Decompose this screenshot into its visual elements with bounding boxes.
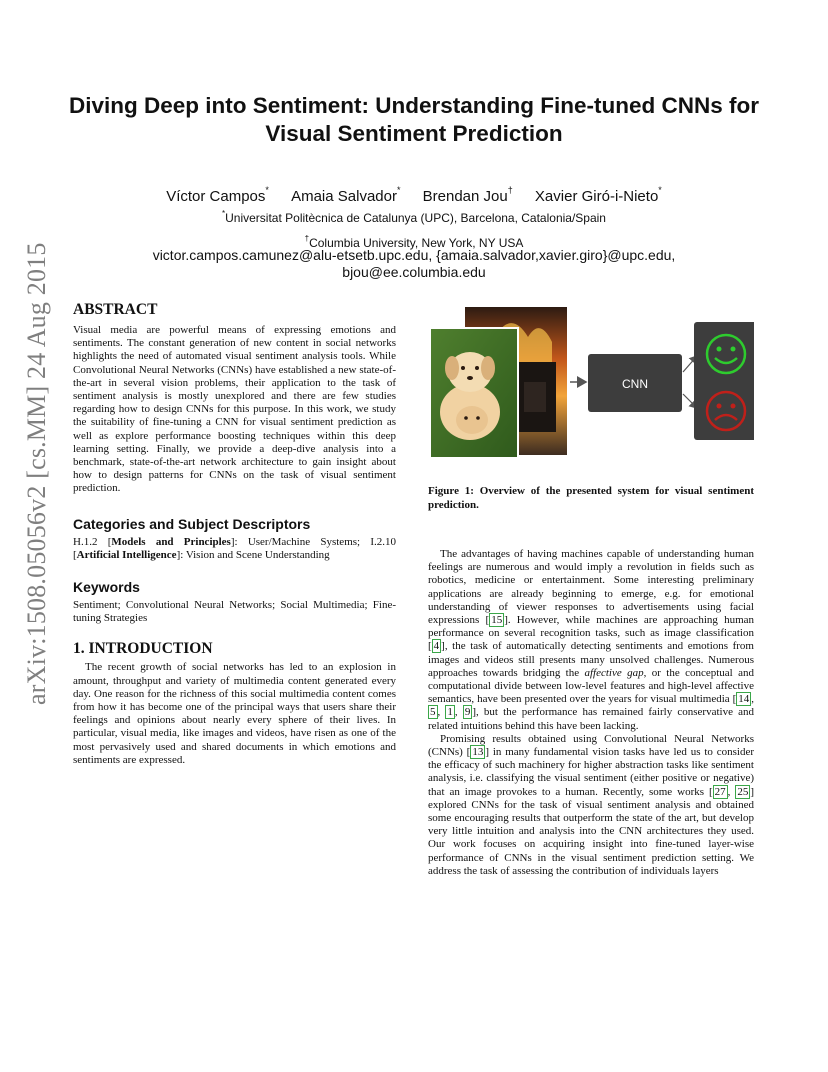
- citation-link[interactable]: 15: [491, 614, 503, 627]
- author: Xavier Giró-i-Nieto*: [534, 185, 662, 205]
- output-box: [694, 322, 754, 440]
- keywords-heading: Keywords: [73, 579, 140, 596]
- author-list: [60, 180, 768, 207]
- system-overview-diagram: [428, 302, 754, 472]
- front-image-puppies: [430, 328, 518, 458]
- citation-link[interactable]: 5: [430, 706, 436, 719]
- figure-1-caption: Figure 1: Overview of the presented system for visual sentiment prediction.: [428, 485, 754, 511]
- intro-paragraph-3: Promising results obtained using Convolutional Neural Networks (CNNs) [ 13 ] in many fundamental vision tasks have led us to consider the efficacy of such machinery for higher abstraction tasks like sentiment analysis, i.e. classifying the visual sentiment (either positive or negative) that an image provokes to a human. Recently, some works [ 27 , 25 ] explored CNNs for the task of visual sentiment analysis and obtained some encouraging results that outperform the state of the art, but develop very little intuition and analysis into the CNN architectures they used. Our work focuses on acquiring insight into fine-tuned layer-wise performance of CNNs in the visual sentiment prediction setting. We address the task of assessing the contribution of individuals layers: [428, 732, 755, 877]
- author: Amaia Salvador*: [291, 185, 401, 205]
- categories-text: H.1.2 [Models and Principles]: User/Machine Systems; I.2.10 [Artificial Intelligence]: Vision and Scene Understanding: [73, 535, 396, 561]
- introduction-heading: 1. INTRODUCTION: [73, 640, 213, 658]
- categories-heading: Categories and Subject Descriptors: [73, 515, 311, 532]
- citation-link[interactable]: 1: [447, 706, 453, 719]
- citation-link[interactable]: 27: [714, 785, 726, 798]
- author: Brendan Jou†: [422, 185, 513, 205]
- citation-link[interactable]: 13: [472, 746, 484, 759]
- citation-link[interactable]: 9: [464, 706, 471, 719]
- cnn-label: CNN: [622, 377, 648, 391]
- figure-1: [428, 302, 754, 472]
- right-column: [428, 548, 754, 878]
- arxiv-identifier: arXiv:1508.05056v2 [cs.MM] 24 Aug 2015: [22, 242, 51, 705]
- author: Víctor Campos*: [166, 185, 269, 205]
- author-emails: [60, 247, 768, 281]
- keywords-text: Sentiment; Convolutional Neural Networks; Social Multimedia; Fine-tuning Strategies: [73, 599, 396, 625]
- affiliation-columbia: †Columbia University, New York, NY USA: [304, 234, 524, 250]
- intro-paragraph-2: The advantages of having machines capable of understanding human feelings are numerous and would imply a revolution in fields such as robotics, medicine or entertainment. Some interesting preliminary applications are already beginning to emerge, e.g. for emotional understanding of viewer responses to advertisements using facial expressions [ 15 ]. However, while machines are approaching human performance on several recognition tasks, such as image classification [ 4 ], the task of automatically detecting sentiments and emotions from images and videos still presents many unsolved challenges. Numerous approaches towards bridging the affective gap, or the conceptual and computational divide between low-level features and high-level affective semantics, have been presented over the years for visual multimedia [ 14 , 5 , 1 , 9 ], but the performance has remained fairly conservative and related intuitions behind this have been lacking.: [428, 548, 755, 732]
- citation-link[interactable]: 25: [737, 785, 749, 798]
- abstract-heading: ABSTRACT: [73, 301, 158, 318]
- intro-paragraph-1: The recent growth of social networks has led to an explosion in amount, throughput and variety of multimedia content generated every day. One reason for the richness of this social multimedia content comes from how it has become one of the principal ways that users share their feelings and opinions about nearly every sphere of their lives. In particular, visual media, like images and videos, have risen as one of the most pervasively used and shared documents in which emotions and sentiments are expressed.: [73, 661, 396, 766]
- citation-link[interactable]: 14: [738, 693, 750, 706]
- left-column: [73, 300, 396, 767]
- abstract-text: Visual media are powerful means of expressing emotions and sentiments. The constant generation of new content in social networks highlights the need of automated visual sentiment analysis tools. While Convolutional Neural Networks (CNNs) have established a new state-of-the-art in several vision problems, their application to the task of sentiment analysis is mostly unexplored and there are few studies regarding how to design CNNs for this purpose. In this work, we study the suitability of fine-tuning a CNN for visual sentiment prediction as well as explore performance boosting techniques within this deep learning setting. Finally, we provide a deep-dive analysis into a benchmark, state-of-the-art network architecture to gain insight about how to design patterns for CNNs on the task of visual sentiment prediction.: [73, 324, 396, 495]
- paper-title: Diving Deep into Sentiment: Understanding Fine-tuned CNNs for Visual Sentiment Prediction: [68, 93, 759, 146]
- affiliation-upc: *Universitat Politècnica de Catalunya (UPC), Barcelona, Catalonia/Spain: [222, 209, 606, 225]
- email-line: bjou@ee.columbia.edu: [342, 264, 486, 280]
- citation-link[interactable]: 4: [433, 640, 440, 653]
- email-line: victor.campos.camunez@alu-etsetb.upc.edu, {amaia.salvador,xavier.giro}@upc.edu,: [152, 247, 676, 263]
